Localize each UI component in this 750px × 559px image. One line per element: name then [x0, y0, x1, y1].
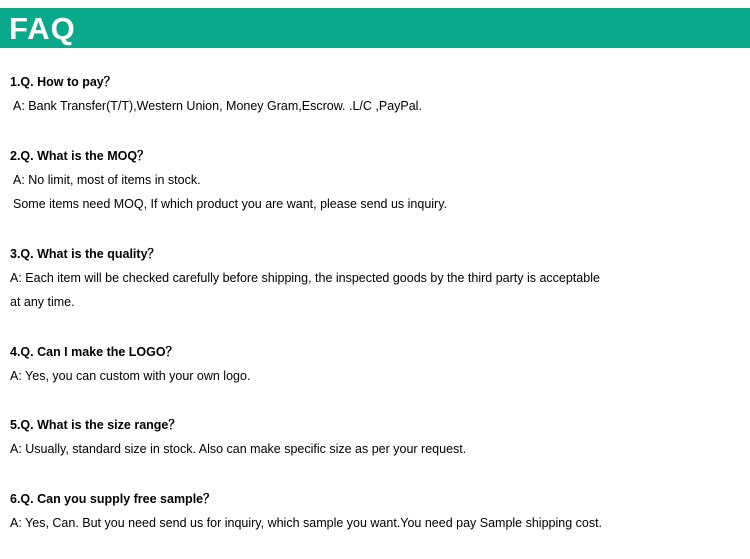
- faq-answer-6: A: Yes, Can. But you need send us for inquiry, which sample you want.You need pay Sample shipping cost.: [10, 516, 603, 530]
- faq-question-5: 5.Q. What is the size range？: [10, 418, 181, 432]
- faq-answer-4: A: Yes, you can custom with your own logo.: [10, 369, 251, 383]
- faq-banner: [0, 8, 750, 48]
- faq-answer-2-line-1: A: No limit, most of items in stock.: [13, 173, 201, 187]
- faq-answer-1: A: Bank Transfer(T/T),Western Union, Money Gram,Escrow. .L/C ,PayPal.: [13, 99, 422, 113]
- page-title: FAQ: [9, 11, 76, 46]
- faq-question-6: 6.Q. Can you supply free sample？: [10, 492, 216, 506]
- faq-question-1: 1.Q. How to pay？: [10, 75, 117, 89]
- faq-question-4: 4.Q. Can I make the LOGO？: [10, 345, 179, 359]
- faq-answer-5: A: Usually, standard size in stock. Also can make specific size as per your request.: [10, 442, 467, 456]
- faq-answer-3-line-1: A: Each item will be checked carefully before shipping, the inspected goods by the third party is acceptable: [10, 271, 600, 285]
- faq-answer-3-line-2: at any time.: [10, 295, 75, 309]
- faq-question-3: 3.Q. What is the quality？: [10, 247, 161, 261]
- faq-answer-2-line-2: Some items need MOQ, If which product you are want, please send us inquiry.: [13, 197, 448, 211]
- faq-question-2: 2.Q. What is the MOQ？: [10, 149, 150, 163]
